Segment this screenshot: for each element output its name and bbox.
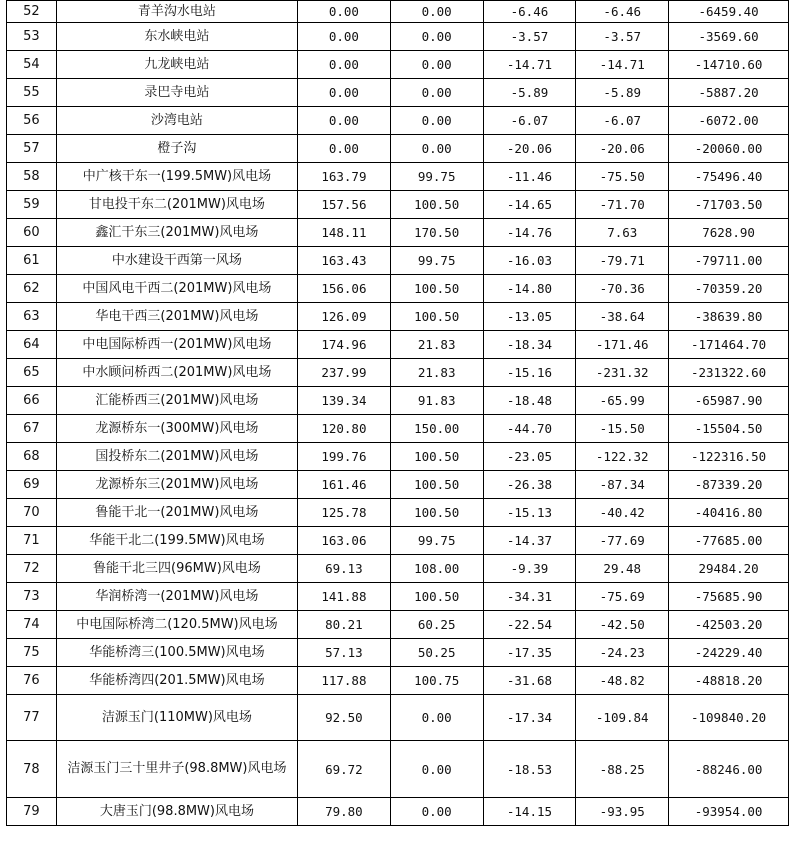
value-col-1: 79.80 — [298, 798, 391, 826]
table-row — [7, 695, 789, 741]
value-col-5: -42503.20 — [669, 611, 789, 639]
value-col-1: 0.00 — [298, 23, 391, 51]
table-row — [7, 331, 789, 359]
value-col-1: 237.99 — [298, 359, 391, 387]
value-col-1: 0.00 — [298, 135, 391, 163]
value-col-5: -15504.50 — [669, 415, 789, 443]
value-col-3: -26.38 — [483, 471, 576, 499]
row-number: 55 — [7, 79, 57, 107]
table-row — [7, 1, 789, 23]
value-col-3: -23.05 — [483, 443, 576, 471]
value-col-1: 157.56 — [298, 191, 391, 219]
value-col-2: 99.75 — [390, 527, 483, 555]
value-col-3: -18.53 — [483, 741, 576, 798]
value-col-2: 100.50 — [390, 583, 483, 611]
value-col-5: 7628.90 — [669, 219, 789, 247]
value-col-5: -87339.20 — [669, 471, 789, 499]
row-number: 61 — [7, 247, 57, 275]
station-name: 鲁能干北三四(96MW)风电场 — [56, 555, 297, 583]
station-name: 中广核干东一(199.5MW)风电场 — [56, 163, 297, 191]
value-col-5: -88246.00 — [669, 741, 789, 798]
row-number: 52 — [7, 1, 57, 23]
value-col-3: -18.34 — [483, 331, 576, 359]
value-col-4: -71.70 — [576, 191, 669, 219]
value-col-2: 100.50 — [390, 275, 483, 303]
value-col-5: -3569.60 — [669, 23, 789, 51]
value-col-4: -79.71 — [576, 247, 669, 275]
value-col-3: -6.07 — [483, 107, 576, 135]
value-col-3: -14.15 — [483, 798, 576, 826]
value-col-3: -14.65 — [483, 191, 576, 219]
station-name: 中水顾问桥西二(201MW)风电场 — [56, 359, 297, 387]
value-col-5: -93954.00 — [669, 798, 789, 826]
value-col-5: -6072.00 — [669, 107, 789, 135]
value-col-2: 0.00 — [390, 79, 483, 107]
row-number: 63 — [7, 303, 57, 331]
value-col-2: 60.25 — [390, 611, 483, 639]
value-col-3: -15.16 — [483, 359, 576, 387]
value-col-4: -87.34 — [576, 471, 669, 499]
value-col-5: -77685.00 — [669, 527, 789, 555]
value-col-5: -75685.90 — [669, 583, 789, 611]
value-col-3: -14.76 — [483, 219, 576, 247]
value-col-2: 100.50 — [390, 443, 483, 471]
value-col-1: 120.80 — [298, 415, 391, 443]
value-col-3: -20.06 — [483, 135, 576, 163]
value-col-1: 161.46 — [298, 471, 391, 499]
value-col-1: 0.00 — [298, 1, 391, 23]
table-row — [7, 667, 789, 695]
value-col-2: 100.50 — [390, 303, 483, 331]
value-col-3: -14.80 — [483, 275, 576, 303]
value-col-4: -14.71 — [576, 51, 669, 79]
value-col-3: -44.70 — [483, 415, 576, 443]
value-col-2: 21.83 — [390, 359, 483, 387]
station-name: 中电国际桥湾二(120.5MW)风电场 — [56, 611, 297, 639]
value-col-1: 69.13 — [298, 555, 391, 583]
station-name: 沙湾电站 — [56, 107, 297, 135]
value-col-3: -16.03 — [483, 247, 576, 275]
value-col-1: 163.06 — [298, 527, 391, 555]
value-col-5: 29484.20 — [669, 555, 789, 583]
row-number: 59 — [7, 191, 57, 219]
value-col-2: 100.50 — [390, 191, 483, 219]
row-number: 60 — [7, 219, 57, 247]
value-col-4: -6.07 — [576, 107, 669, 135]
table-row — [7, 51, 789, 79]
row-number: 57 — [7, 135, 57, 163]
value-col-1: 0.00 — [298, 107, 391, 135]
value-col-1: 139.34 — [298, 387, 391, 415]
value-col-2: 99.75 — [390, 247, 483, 275]
value-col-1: 80.21 — [298, 611, 391, 639]
table-row — [7, 387, 789, 415]
row-number: 67 — [7, 415, 57, 443]
value-col-5: -171464.70 — [669, 331, 789, 359]
value-col-4: -70.36 — [576, 275, 669, 303]
value-col-1: 92.50 — [298, 695, 391, 741]
table-row — [7, 219, 789, 247]
value-col-4: -20.06 — [576, 135, 669, 163]
value-col-3: -6.46 — [483, 1, 576, 23]
value-col-3: -18.48 — [483, 387, 576, 415]
value-col-1: 126.09 — [298, 303, 391, 331]
value-col-4: -48.82 — [576, 667, 669, 695]
station-name: 橙子沟 — [56, 135, 297, 163]
value-col-2: 50.25 — [390, 639, 483, 667]
table-row — [7, 639, 789, 667]
value-col-3: -31.68 — [483, 667, 576, 695]
station-name: 华电干西三(201MW)风电场 — [56, 303, 297, 331]
value-col-4: -42.50 — [576, 611, 669, 639]
table-row — [7, 555, 789, 583]
value-col-2: 100.75 — [390, 667, 483, 695]
value-col-3: -13.05 — [483, 303, 576, 331]
station-name: 录巴寺电站 — [56, 79, 297, 107]
value-col-1: 148.11 — [298, 219, 391, 247]
value-col-1: 125.78 — [298, 499, 391, 527]
value-col-1: 69.72 — [298, 741, 391, 798]
value-col-4: -171.46 — [576, 331, 669, 359]
value-col-5: -38639.80 — [669, 303, 789, 331]
value-col-4: -3.57 — [576, 23, 669, 51]
value-col-2: 0.00 — [390, 107, 483, 135]
row-number: 56 — [7, 107, 57, 135]
station-name: 中水建设干西第一风场 — [56, 247, 297, 275]
station-name: 华润桥湾一(201MW)风电场 — [56, 583, 297, 611]
value-col-4: 29.48 — [576, 555, 669, 583]
row-number: 66 — [7, 387, 57, 415]
value-col-3: -5.89 — [483, 79, 576, 107]
station-name: 国投桥东二(201MW)风电场 — [56, 443, 297, 471]
value-col-4: -40.42 — [576, 499, 669, 527]
station-name: 鲁能干北一(201MW)风电场 — [56, 499, 297, 527]
table-row — [7, 471, 789, 499]
value-col-4: -93.95 — [576, 798, 669, 826]
table-row — [7, 275, 789, 303]
value-col-5: -70359.20 — [669, 275, 789, 303]
value-col-1: 163.79 — [298, 163, 391, 191]
table-row — [7, 611, 789, 639]
value-col-5: -24229.40 — [669, 639, 789, 667]
row-number: 79 — [7, 798, 57, 826]
station-name: 洁源玉门(110MW)风电场 — [56, 695, 297, 741]
station-name: 青羊沟水电站 — [56, 1, 297, 23]
value-col-1: 57.13 — [298, 639, 391, 667]
value-col-5: -6459.40 — [669, 1, 789, 23]
value-col-4: -6.46 — [576, 1, 669, 23]
station-name: 华能桥湾三(100.5MW)风电场 — [56, 639, 297, 667]
station-name: 龙源桥东三(201MW)风电场 — [56, 471, 297, 499]
row-number: 54 — [7, 51, 57, 79]
row-number: 75 — [7, 639, 57, 667]
value-col-2: 100.50 — [390, 471, 483, 499]
row-number: 72 — [7, 555, 57, 583]
value-col-2: 0.00 — [390, 695, 483, 741]
value-col-4: -122.32 — [576, 443, 669, 471]
row-number: 70 — [7, 499, 57, 527]
value-col-3: -14.37 — [483, 527, 576, 555]
row-number: 62 — [7, 275, 57, 303]
station-name: 汇能桥西三(201MW)风电场 — [56, 387, 297, 415]
row-number: 73 — [7, 583, 57, 611]
value-col-2: 91.83 — [390, 387, 483, 415]
row-number: 65 — [7, 359, 57, 387]
value-col-3: -11.46 — [483, 163, 576, 191]
table-row — [7, 191, 789, 219]
value-col-2: 21.83 — [390, 331, 483, 359]
value-col-2: 0.00 — [390, 798, 483, 826]
value-col-4: -38.64 — [576, 303, 669, 331]
table-row — [7, 247, 789, 275]
station-name: 东水峡电站 — [56, 23, 297, 51]
table-row — [7, 415, 789, 443]
value-col-5: -79711.00 — [669, 247, 789, 275]
row-number: 68 — [7, 443, 57, 471]
value-col-4: -5.89 — [576, 79, 669, 107]
data-table — [6, 0, 789, 826]
table-body — [7, 1, 789, 826]
value-col-1: 174.96 — [298, 331, 391, 359]
value-col-5: -122316.50 — [669, 443, 789, 471]
value-col-4: -65.99 — [576, 387, 669, 415]
value-col-3: -15.13 — [483, 499, 576, 527]
value-col-2: 0.00 — [390, 1, 483, 23]
value-col-5: -14710.60 — [669, 51, 789, 79]
value-col-3: -34.31 — [483, 583, 576, 611]
value-col-1: 156.06 — [298, 275, 391, 303]
value-col-1: 0.00 — [298, 51, 391, 79]
value-col-5: -5887.20 — [669, 79, 789, 107]
value-col-2: 170.50 — [390, 219, 483, 247]
station-name: 中国风电干西二(201MW)风电场 — [56, 275, 297, 303]
value-col-1: 0.00 — [298, 79, 391, 107]
value-col-3: -14.71 — [483, 51, 576, 79]
value-col-3: -3.57 — [483, 23, 576, 51]
table-row — [7, 527, 789, 555]
value-col-5: -231322.60 — [669, 359, 789, 387]
station-name: 洁源玉门三十里井子(98.8MW)风电场 — [56, 741, 297, 798]
value-col-5: -65987.90 — [669, 387, 789, 415]
row-number: 74 — [7, 611, 57, 639]
table-row — [7, 583, 789, 611]
station-name: 中电国际桥西一(201MW)风电场 — [56, 331, 297, 359]
station-name: 华能干北二(199.5MW)风电场 — [56, 527, 297, 555]
value-col-4: -109.84 — [576, 695, 669, 741]
value-col-1: 141.88 — [298, 583, 391, 611]
table-row — [7, 79, 789, 107]
value-col-3: -17.34 — [483, 695, 576, 741]
row-number: 58 — [7, 163, 57, 191]
value-col-4: -88.25 — [576, 741, 669, 798]
value-col-2: 0.00 — [390, 51, 483, 79]
value-col-5: -40416.80 — [669, 499, 789, 527]
value-col-3: -9.39 — [483, 555, 576, 583]
station-name: 大唐玉门(98.8MW)风电场 — [56, 798, 297, 826]
value-col-2: 108.00 — [390, 555, 483, 583]
value-col-5: -109840.20 — [669, 695, 789, 741]
value-col-4: -75.50 — [576, 163, 669, 191]
value-col-3: -17.35 — [483, 639, 576, 667]
value-col-2: 0.00 — [390, 135, 483, 163]
table-row — [7, 741, 789, 798]
table-row — [7, 135, 789, 163]
value-col-5: -71703.50 — [669, 191, 789, 219]
row-number: 69 — [7, 471, 57, 499]
value-col-4: 7.63 — [576, 219, 669, 247]
value-col-4: -77.69 — [576, 527, 669, 555]
table-row — [7, 303, 789, 331]
value-col-4: -15.50 — [576, 415, 669, 443]
table-row — [7, 107, 789, 135]
row-number: 77 — [7, 695, 57, 741]
value-col-1: 117.88 — [298, 667, 391, 695]
value-col-2: 0.00 — [390, 741, 483, 798]
table-row — [7, 499, 789, 527]
station-name: 龙源桥东一(300MW)风电场 — [56, 415, 297, 443]
table-row — [7, 163, 789, 191]
row-number: 64 — [7, 331, 57, 359]
value-col-4: -75.69 — [576, 583, 669, 611]
table-row — [7, 443, 789, 471]
value-col-5: -75496.40 — [669, 163, 789, 191]
station-name: 华能桥湾四(201.5MW)风电场 — [56, 667, 297, 695]
station-name: 鑫汇干东三(201MW)风电场 — [56, 219, 297, 247]
value-col-4: -231.32 — [576, 359, 669, 387]
value-col-5: -20060.00 — [669, 135, 789, 163]
table-row — [7, 23, 789, 51]
table-row — [7, 798, 789, 826]
value-col-2: 99.75 — [390, 163, 483, 191]
value-col-3: -22.54 — [483, 611, 576, 639]
value-col-2: 0.00 — [390, 23, 483, 51]
row-number: 76 — [7, 667, 57, 695]
value-col-2: 100.50 — [390, 499, 483, 527]
row-number: 78 — [7, 741, 57, 798]
value-col-1: 199.76 — [298, 443, 391, 471]
value-col-1: 163.43 — [298, 247, 391, 275]
table-row — [7, 359, 789, 387]
value-col-4: -24.23 — [576, 639, 669, 667]
row-number: 53 — [7, 23, 57, 51]
station-name: 甘电投干东二(201MW)风电场 — [56, 191, 297, 219]
value-col-2: 150.00 — [390, 415, 483, 443]
value-col-5: -48818.20 — [669, 667, 789, 695]
row-number: 71 — [7, 527, 57, 555]
station-name: 九龙峡电站 — [56, 51, 297, 79]
